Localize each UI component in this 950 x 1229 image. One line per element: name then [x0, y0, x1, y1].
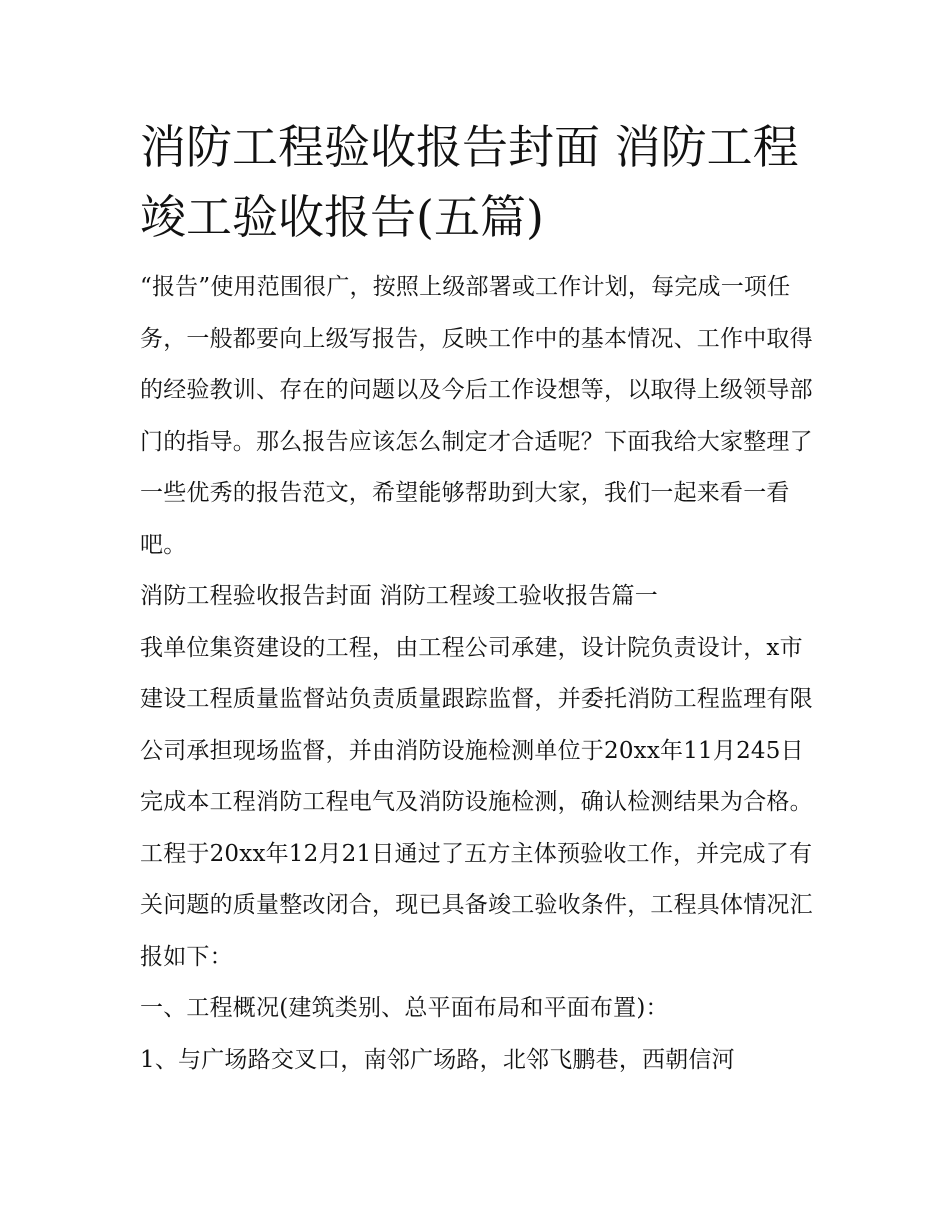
document-content — [140, 112, 820, 1086]
document-body — [140, 262, 820, 1086]
subsection-heading: 一、工程概况(建筑类别、总平面布局和平面布置)： — [140, 995, 669, 1021]
list-item: 1、与广场路交叉口，南邻广场路，北邻飞鹏巷，西朝信河 — [140, 1046, 735, 1073]
body-paragraph: 我单位集资建设的工程，由工程公司承建，设计院负责设计，x市建设工程质量监督站负责质量跟踪监督，并委托消防工程监理有限公司承担现场监督，并由消防设施检测单位于20xx年11月245日完成本工程消防工程电气及消防设施检测，确认检测结果为合格。工程于20xx年12月21日通过了五方主体预验收工作，并完成了有关问题的质量整改闭合，现已具备竣工验收条件，工程具体情况汇报如下： — [140, 634, 813, 970]
section-heading: 消防工程验收报告封面 消防工程竣工验收报告篇一 — [140, 583, 658, 609]
document-title: 消防工程验收报告封面 消防工程竣工验收报告(五篇) — [140, 120, 799, 244]
intro-paragraph: “报告”使用范围很广，按照上级部署或工作计划，每完成一项任务，一般都要向上级写报告，反映工作中的基本情况、工作中取得的经验教训、存在的问题以及今后工作设想等，以取得上级领导部门的指导。那么报告应该怎么制定才合适呢？下面我给大家整理了一些优秀的报告范文，希望能够帮助到大家，我们一起来看一看吧。 — [140, 274, 813, 558]
